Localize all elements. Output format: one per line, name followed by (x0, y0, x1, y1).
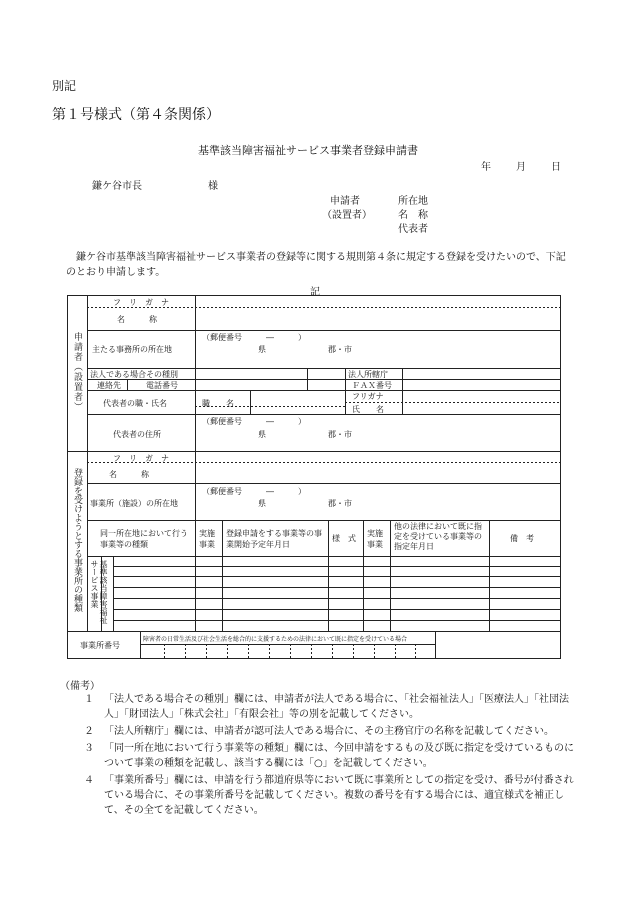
appendix-label: 別記 (52, 79, 77, 93)
job-title-label: 職 名 (202, 399, 234, 408)
col-jisshi: 実施事業 (199, 529, 215, 549)
fax-label: ＦＡＸ番号 (352, 381, 392, 390)
note-number: ３ (84, 743, 94, 754)
honorific: 様 (208, 181, 218, 192)
corp-authority-label: 法人所轄庁 (348, 370, 388, 379)
furigana-small-label: フリガナ (352, 392, 384, 401)
form-title: 基準該当障害福祉サービス事業者登録申請書 (198, 144, 418, 157)
rep-ken-label: 県 (258, 430, 266, 439)
person-name-label: 氏 名 (352, 405, 384, 414)
office-ken-label: 県 (258, 499, 266, 508)
service-group-label (90, 560, 114, 630)
office-postal-code: （郵便番号 ― ） (202, 487, 306, 496)
note-text: 「法人である場合その種別」欄には、申請者が法人である場合に、「社会福祉法人」「医療法人」「社団法人」「財団法人」「株式会社」「有限会社」等の別を記載してください。 (104, 694, 569, 720)
col-same-location: 同一所在地において行う事業等の種類 (100, 529, 188, 549)
rep-title-name-label: 代表者の職・氏名 (103, 399, 167, 408)
col-jisshi-2: 実施事業 (367, 529, 383, 549)
applicant-rep: 代表者 (398, 224, 428, 235)
notes-heading: （備考） (60, 681, 100, 692)
corp-type-label: 法人である場合その種別 (90, 370, 178, 379)
applicant-address: 所在地 (398, 196, 428, 207)
date-day: 日 (551, 162, 561, 173)
intro-text: 鎌ケ谷市基準該当障害福祉サービス事業者の登録等に関する規則第４条に規定する登録を受けたいので、下記のとおり申請します。 (66, 252, 566, 278)
group-applicant-label: 申請者（設置者） (72, 332, 82, 412)
gun-shi-label: 郡・市 (328, 345, 352, 354)
note-item (84, 741, 574, 771)
office-addr-label: 事業所（施設）の所在地 (90, 499, 178, 508)
office-name-label: 名 称 (109, 470, 149, 479)
office-number-label: 事業所番号 (80, 641, 120, 650)
note-text: 「事業所番号」欄には、申請を行う都道府県等において既に事業所としての指定を受け、番号が付番されている場合に、その事業所番号を記載してください。複数の番号を有する場合には、適宜様式を補正して、その全てを記載してください。 (104, 775, 574, 816)
phone-label: 電話番号 (146, 381, 178, 390)
addressee: 鎌ケ谷市長 (92, 181, 142, 192)
note-number: ４ (84, 775, 94, 786)
note-number: １ (84, 694, 94, 705)
office-number-note: 障害者の日常生活及び社会生活を総合的に支援するための法律において既に指定を受けている場合 (143, 636, 408, 643)
form-number: 第１号様式（第４条関係） (52, 107, 220, 123)
furigana-label: フ リ ガ ナ (113, 298, 169, 307)
contact-label: 連絡先 (97, 381, 121, 390)
name-label: 名 称 (117, 315, 157, 324)
rep-addr-label: 代表者の住所 (113, 430, 161, 439)
date-year: 年 (481, 162, 491, 173)
service-group-text: 基準該当障害福祉サービス事業 (90, 560, 108, 624)
ken-label: 県 (258, 345, 266, 354)
office-furigana-label: フ リ ガ ナ (113, 454, 169, 463)
col-start-date: 登録申請をする事業等の事業開始予定年月日 (226, 529, 322, 549)
date-month: 月 (516, 162, 526, 173)
col-other-law: 他の法律において既に指定を受けている事業等の指定年月日 (394, 522, 482, 551)
col-biko: 備 考 (510, 534, 534, 543)
applicant-label-2: （設置者） (322, 210, 372, 221)
applicant-name: 名 称 (398, 210, 428, 221)
rep-postal-code: （郵便番号 ― ） (202, 417, 306, 426)
note-item (84, 724, 574, 739)
col-style: 様 式 (332, 534, 356, 543)
applicant-label: 申請者 (330, 196, 360, 207)
note-number: ２ (84, 726, 94, 737)
note-item (84, 692, 574, 722)
main-office-addr-label: 主たる事務所の所在地 (92, 345, 172, 354)
postal-code: （郵便番号 ― ） (202, 333, 306, 342)
group-office-label: 登録を受けようとする事業所の種類 (72, 468, 82, 612)
note-text: 「法人所轄庁」欄には、申請者が認可法人である場合に、その主務官庁の名称を記載してください。 (104, 726, 554, 737)
office-gun-shi-label: 郡・市 (328, 499, 352, 508)
note-text: 「同一所在地において行う事業等の種類」欄には、今回申請をするもの及び既に指定を受けているものについて事業の種類を記載し、該当する欄には「○」を記載してください。 (104, 743, 574, 769)
ki-label: 記 (310, 287, 320, 298)
notes-list (84, 692, 574, 818)
rep-gun-shi-label: 郡・市 (328, 430, 352, 439)
note-item (84, 773, 574, 818)
